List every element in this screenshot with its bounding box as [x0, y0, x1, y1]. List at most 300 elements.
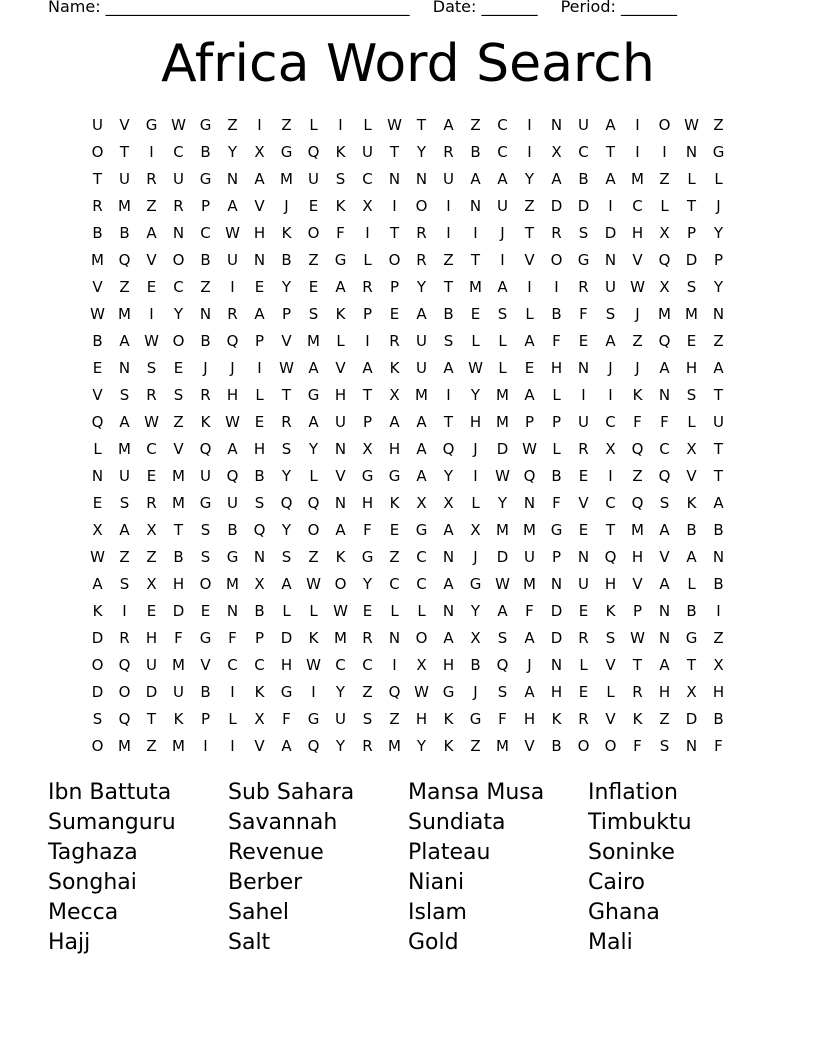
grid-letter: U — [578, 575, 589, 593]
grid-letter: I — [527, 116, 532, 134]
grid-letter: A — [659, 521, 670, 539]
grid-row — [84, 355, 732, 382]
grid-letter: X — [254, 143, 265, 161]
grid-row — [84, 247, 732, 274]
grid-letter: U — [227, 251, 238, 269]
grid-letter: Y — [335, 737, 346, 755]
grid-letter: Y — [713, 224, 724, 242]
grid-letter: U — [227, 494, 238, 512]
grid-letter: L — [498, 359, 507, 377]
grid-letter: C — [362, 170, 373, 188]
grid-letter: N — [550, 575, 563, 593]
grid-letter: H — [415, 710, 428, 728]
grid-letter: I — [365, 224, 370, 242]
grid-letter: Q — [307, 737, 320, 755]
grid-letter: Q — [442, 440, 455, 458]
grid-letter: S — [497, 683, 508, 701]
grid-letter: G — [199, 170, 212, 188]
grid-letter: L — [660, 197, 669, 215]
grid-letter: R — [92, 197, 103, 215]
grid-letter: N — [712, 548, 725, 566]
grid-letter: S — [119, 386, 130, 404]
grid-letter: L — [471, 332, 480, 350]
grid-letter: N — [199, 305, 212, 323]
grid-letter: D — [685, 710, 698, 728]
grid-letter: T — [713, 386, 724, 404]
grid-letter: O — [118, 683, 131, 701]
grid-letter: G — [199, 116, 212, 134]
grid-letter: H — [388, 440, 401, 458]
grid-letter: X — [551, 143, 562, 161]
word-list-item: Islam — [408, 900, 467, 925]
grid-letter: D — [550, 629, 563, 647]
student-info-header — [48, 0, 695, 16]
grid-letter: P — [551, 548, 562, 566]
grid-letter: Y — [416, 737, 427, 755]
grid-letter: U — [416, 359, 427, 377]
grid-letter: G — [280, 143, 293, 161]
grid-letter: R — [200, 386, 211, 404]
grid-letter: B — [200, 251, 211, 269]
grid-letter: E — [200, 602, 211, 620]
grid-letter: O — [415, 197, 428, 215]
grid-letter: O — [172, 332, 185, 350]
grid-letter: V — [200, 656, 211, 674]
grid-letter: I — [230, 278, 235, 296]
grid-letter: L — [687, 170, 696, 188]
grid-letter: N — [226, 602, 239, 620]
grid-letter: I — [500, 251, 505, 269]
grid-letter: K — [281, 224, 292, 242]
grid-letter: E — [524, 359, 535, 377]
grid-letter: W — [495, 575, 510, 593]
grid-letter: X — [92, 521, 103, 539]
grid-letter: R — [578, 440, 589, 458]
grid-letter: X — [416, 656, 427, 674]
grid-letter: A — [686, 548, 697, 566]
grid-letter: U — [524, 548, 535, 566]
grid-letter: R — [578, 710, 589, 728]
grid-letter: D — [550, 197, 563, 215]
grid-letter: D — [577, 197, 590, 215]
grid-letter: M — [118, 197, 131, 215]
grid-letter: N — [550, 116, 563, 134]
grid-letter: A — [524, 386, 535, 404]
grid-letter: U — [416, 332, 427, 350]
grid-letter: D — [496, 440, 509, 458]
grid-letter: B — [200, 332, 211, 350]
grid-letter: M — [280, 170, 293, 188]
grid-letter: M — [91, 251, 104, 269]
grid-letter: R — [281, 413, 292, 431]
grid-letter: V — [578, 494, 589, 512]
grid-letter: J — [230, 359, 235, 377]
grid-letter: K — [173, 710, 184, 728]
grid-letter: V — [335, 359, 346, 377]
grid-letter: Z — [713, 332, 724, 350]
grid-letter: Z — [200, 278, 211, 296]
grid-letter: B — [578, 170, 589, 188]
grid-letter: I — [392, 197, 397, 215]
grid-letter: U — [335, 413, 346, 431]
grid-letter: N — [469, 197, 482, 215]
grid-letter: D — [550, 602, 563, 620]
grid-letter: N — [712, 305, 725, 323]
grid-letter: M — [172, 494, 185, 512]
word-list — [48, 778, 768, 958]
grid-letter: S — [200, 521, 211, 539]
grid-row — [84, 625, 732, 652]
grid-letter: V — [686, 467, 697, 485]
grid-letter: Q — [604, 548, 617, 566]
grid-letter: Y — [416, 278, 427, 296]
grid-letter: M — [172, 737, 185, 755]
grid-letter: Q — [118, 656, 131, 674]
grid-letter: O — [658, 116, 671, 134]
grid-letter: X — [659, 224, 670, 242]
word-search-grid — [84, 112, 732, 760]
period-field-label: Period: _______ — [560, 0, 677, 16]
grid-letter: J — [473, 548, 478, 566]
grid-letter: M — [496, 413, 509, 431]
grid-letter: H — [631, 548, 644, 566]
grid-letter: W — [468, 359, 483, 377]
grid-letter: K — [551, 710, 562, 728]
grid-letter: O — [172, 251, 185, 269]
grid-letter: V — [605, 710, 616, 728]
grid-letter: O — [604, 737, 617, 755]
grid-letter: L — [255, 386, 264, 404]
grid-row — [84, 112, 732, 139]
grid-letter: T — [470, 251, 481, 269]
word-list-item: Inflation — [588, 780, 678, 805]
grid-letter: F — [336, 224, 345, 242]
grid-letter: A — [551, 170, 562, 188]
grid-letter: P — [254, 629, 265, 647]
grid-letter: A — [416, 467, 427, 485]
grid-letter: A — [524, 332, 535, 350]
grid-letter: A — [605, 116, 616, 134]
grid-letter: L — [390, 602, 399, 620]
grid-letter: D — [172, 602, 185, 620]
grid-letter: J — [473, 440, 478, 458]
grid-letter: E — [578, 467, 589, 485]
grid-letter: A — [416, 413, 427, 431]
grid-letter: K — [632, 710, 643, 728]
grid-letter: A — [227, 440, 238, 458]
grid-letter: L — [282, 602, 291, 620]
grid-letter: M — [118, 737, 131, 755]
grid-letter: Q — [658, 467, 671, 485]
grid-letter: B — [92, 224, 103, 242]
grid-letter: E — [578, 602, 589, 620]
grid-letter: S — [659, 737, 670, 755]
grid-letter: Z — [119, 548, 130, 566]
grid-row — [84, 382, 732, 409]
grid-letter: S — [254, 494, 265, 512]
grid-letter: X — [686, 683, 697, 701]
grid-letter: V — [254, 737, 265, 755]
grid-letter: L — [309, 467, 318, 485]
grid-letter: J — [203, 359, 208, 377]
grid-letter: G — [334, 251, 347, 269]
grid-letter: Z — [146, 197, 157, 215]
grid-letter: B — [713, 575, 724, 593]
grid-letter: V — [632, 575, 643, 593]
grid-letter: T — [119, 143, 130, 161]
grid-letter: V — [92, 386, 103, 404]
grid-letter: T — [146, 710, 157, 728]
grid-letter: I — [230, 737, 235, 755]
grid-letter: M — [388, 737, 401, 755]
grid-letter: A — [605, 170, 616, 188]
grid-letter: C — [659, 440, 670, 458]
grid-letter: A — [281, 737, 292, 755]
grid-letter: T — [173, 521, 184, 539]
grid-letter: D — [685, 251, 698, 269]
grid-letter: I — [365, 332, 370, 350]
grid-letter: E — [173, 359, 184, 377]
grid-row — [84, 139, 732, 166]
grid-letter: E — [146, 278, 157, 296]
grid-letter: L — [687, 575, 696, 593]
grid-letter: M — [118, 305, 131, 323]
grid-letter: Z — [146, 737, 157, 755]
grid-letter: L — [579, 656, 588, 674]
grid-letter: H — [550, 683, 563, 701]
grid-letter: S — [605, 629, 616, 647]
grid-letter: R — [173, 197, 184, 215]
grid-letter: Q — [307, 494, 320, 512]
grid-letter: A — [497, 170, 508, 188]
grid-letter: B — [92, 332, 103, 350]
grid-letter: Z — [389, 548, 400, 566]
grid-letter: S — [200, 548, 211, 566]
grid-letter: Q — [118, 251, 131, 269]
grid-letter: E — [308, 197, 319, 215]
grid-letter: G — [226, 548, 239, 566]
grid-letter: X — [605, 440, 616, 458]
grid-letter: M — [469, 278, 482, 296]
grid-row — [84, 598, 732, 625]
grid-letter: T — [389, 143, 400, 161]
grid-letter: X — [416, 494, 427, 512]
grid-letter: A — [443, 629, 454, 647]
grid-letter: P — [551, 413, 562, 431]
grid-letter: Z — [281, 116, 292, 134]
grid-letter: P — [200, 197, 211, 215]
grid-letter: H — [145, 629, 158, 647]
grid-letter: Q — [658, 251, 671, 269]
grid-letter: U — [92, 116, 103, 134]
grid-letter: O — [307, 224, 320, 242]
grid-letter: I — [338, 116, 343, 134]
grid-letter: X — [470, 629, 481, 647]
grid-letter: D — [91, 629, 104, 647]
grid-letter: D — [496, 548, 509, 566]
grid-letter: N — [685, 737, 698, 755]
grid-letter: M — [685, 305, 698, 323]
grid-letter: K — [200, 413, 211, 431]
grid-letter: U — [362, 143, 373, 161]
grid-letter: X — [686, 440, 697, 458]
grid-letter: A — [605, 332, 616, 350]
grid-letter: W — [495, 467, 510, 485]
word-list-item: Hajj — [48, 930, 91, 955]
grid-row — [84, 652, 732, 679]
grid-letter: Y — [470, 602, 481, 620]
grid-letter: N — [523, 494, 536, 512]
grid-letter: F — [174, 629, 183, 647]
grid-letter: Q — [388, 683, 401, 701]
grid-letter: W — [225, 224, 240, 242]
grid-letter: M — [307, 332, 320, 350]
grid-letter: W — [414, 683, 429, 701]
grid-letter: L — [471, 494, 480, 512]
grid-letter: I — [662, 143, 667, 161]
grid-letter: F — [525, 602, 534, 620]
grid-letter: E — [470, 305, 481, 323]
grid-letter: Z — [362, 683, 373, 701]
grid-letter: Q — [631, 494, 644, 512]
grid-letter: I — [581, 386, 586, 404]
grid-letter: Q — [631, 440, 644, 458]
grid-letter: T — [281, 386, 292, 404]
grid-letter: R — [578, 629, 589, 647]
grid-letter: C — [254, 656, 265, 674]
grid-letter: L — [552, 386, 561, 404]
grid-row — [84, 544, 732, 571]
grid-letter: W — [306, 656, 321, 674]
grid-letter: S — [362, 710, 373, 728]
grid-letter: M — [226, 575, 239, 593]
grid-letter: C — [497, 116, 508, 134]
grid-letter: S — [308, 305, 319, 323]
grid-letter: O — [91, 143, 104, 161]
page-title: Africa Word Search — [161, 34, 655, 94]
grid-letter: B — [551, 467, 562, 485]
grid-letter: L — [363, 251, 372, 269]
grid-row — [84, 166, 732, 193]
grid-letter: S — [92, 710, 103, 728]
grid-letter: I — [149, 305, 154, 323]
grid-letter: S — [578, 224, 589, 242]
grid-letter: N — [604, 251, 617, 269]
grid-letter: Y — [497, 494, 508, 512]
grid-letter: B — [119, 224, 130, 242]
grid-letter: M — [172, 656, 185, 674]
grid-letter: T — [362, 386, 373, 404]
grid-letter: Y — [416, 143, 427, 161]
grid-letter: A — [713, 494, 724, 512]
grid-letter: V — [254, 197, 265, 215]
grid-letter: V — [173, 440, 184, 458]
grid-letter: T — [605, 143, 616, 161]
grid-letter: G — [685, 629, 698, 647]
grid-letter: A — [119, 521, 130, 539]
grid-letter: E — [308, 278, 319, 296]
grid-letter: O — [199, 575, 212, 593]
grid-letter: Q — [307, 143, 320, 161]
grid-letter: K — [632, 386, 643, 404]
word-list-item: Sub Sahara — [228, 780, 355, 805]
grid-letter: M — [172, 467, 185, 485]
grid-letter: T — [686, 197, 697, 215]
grid-letter: Z — [443, 251, 454, 269]
grid-letter: S — [146, 359, 157, 377]
grid-letter: O — [577, 737, 590, 755]
grid-letter: O — [91, 737, 104, 755]
grid-letter: Y — [470, 386, 481, 404]
word-list-item: Berber — [228, 870, 303, 895]
grid-letter: A — [497, 602, 508, 620]
grid-letter: A — [416, 305, 427, 323]
grid-letter: R — [416, 224, 427, 242]
grid-letter: L — [525, 305, 534, 323]
grid-letter: H — [523, 710, 536, 728]
grid-letter: A — [119, 413, 130, 431]
grid-letter: H — [658, 683, 671, 701]
grid-letter: P — [200, 710, 211, 728]
grid-letter: C — [578, 143, 589, 161]
grid-letter: Q — [496, 656, 509, 674]
word-list-item: Ibn Battuta — [48, 780, 172, 805]
grid-letter: Z — [632, 467, 643, 485]
grid-letter: I — [446, 224, 451, 242]
grid-letter: B — [470, 656, 481, 674]
grid-letter: F — [498, 710, 507, 728]
grid-letter: C — [173, 143, 184, 161]
grid-letter: W — [387, 116, 402, 134]
grid-letter: S — [443, 332, 454, 350]
grid-letter: P — [713, 251, 724, 269]
grid-letter: Z — [470, 737, 481, 755]
grid-letter: Q — [226, 332, 239, 350]
grid-letter: I — [257, 359, 262, 377]
grid-letter: Y — [713, 278, 724, 296]
grid-letter: S — [497, 305, 508, 323]
grid-letter: N — [388, 629, 401, 647]
grid-letter: P — [362, 413, 373, 431]
grid-letter: G — [415, 521, 428, 539]
grid-letter: A — [92, 575, 103, 593]
grid-letter: X — [470, 521, 481, 539]
grid-letter: L — [687, 413, 696, 431]
grid-letter: A — [713, 359, 724, 377]
grid-letter: C — [605, 494, 616, 512]
grid-letter: G — [361, 467, 374, 485]
grid-letter: A — [146, 224, 157, 242]
grid-letter: P — [686, 224, 697, 242]
grid-letter: N — [658, 602, 671, 620]
grid-letter: K — [389, 494, 400, 512]
grid-letter: B — [686, 521, 697, 539]
grid-letter: X — [713, 656, 724, 674]
word-list-item: Sahel — [228, 900, 290, 925]
grid-letter: Q — [523, 467, 536, 485]
grid-letter: I — [608, 386, 613, 404]
grid-letter: Z — [713, 629, 724, 647]
grid-letter: K — [443, 737, 454, 755]
grid-letter: R — [389, 332, 400, 350]
word-list-item: Plateau — [408, 840, 491, 865]
grid-letter: W — [171, 116, 186, 134]
grid-letter: I — [392, 656, 397, 674]
grid-letter: G — [361, 548, 374, 566]
word-list-item: Savannah — [228, 810, 338, 835]
grid-letter: Y — [173, 305, 184, 323]
grid-letter: Q — [118, 710, 131, 728]
